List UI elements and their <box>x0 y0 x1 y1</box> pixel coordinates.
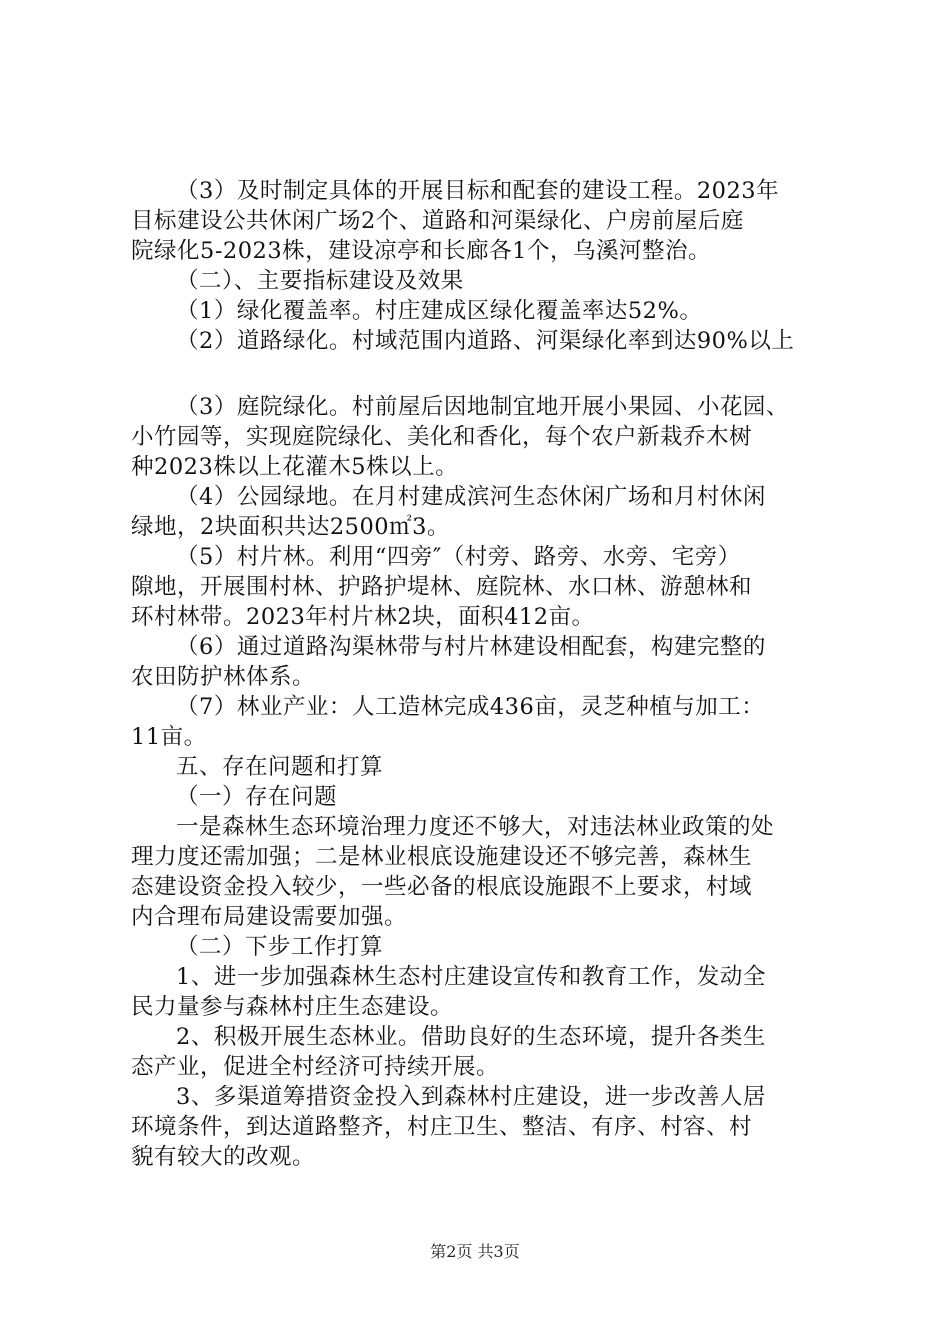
paragraph-line: （4）公园绿地。在月村建成滨河生态休闲广场和月村休闲 <box>176 484 766 510</box>
paragraph-line: （6）通过道路沟渠林带与村片林建设相配套，构建完整的 <box>176 634 766 660</box>
page-footer: 第2页 共3页 <box>430 1242 520 1261</box>
paragraph-line: 态产业，促进全村经济可持续开展。 <box>131 1054 500 1080</box>
paragraph-line: （2）道路绿化。村域范围内道路、河渠绿化率到达90%以上 <box>176 328 795 354</box>
paragraph-line: 貌有较大的改观。 <box>131 1144 316 1170</box>
paragraph-line: （1）绿化覆盖率。村庄建成区绿化覆盖率达52%。 <box>176 298 703 324</box>
paragraph-line: 小竹园等，实现庭院绿化、美化和香化，每个农户新栽乔木树 <box>131 424 753 450</box>
paragraph-line: 内合理布局建设需要加强。 <box>131 904 408 930</box>
paragraph-line: 环境条件，到达道路整齐，村庄卫生、整洁、有序、村容、村 <box>131 1114 753 1140</box>
paragraph-line: 11亩。 <box>131 724 207 750</box>
paragraph-line: 民力量参与森林村庄生态建设。 <box>131 994 454 1020</box>
section-heading: 五、存在问题和打算 <box>176 754 384 780</box>
paragraph-line: （3）庭院绿化。村前屋后因地制宜地开展小果园、小花园、 <box>176 394 789 420</box>
paragraph-line: 隙地，开展围村林、护路护堤林、庭院林、水口林、游憩林和 <box>131 574 753 600</box>
subsection-heading: （一）存在问题 <box>176 784 338 810</box>
blank-gap <box>131 356 831 392</box>
paragraph-line: 一是森林生态环境治理力度还不够大，对违法林业政策的处 <box>176 814 775 840</box>
paragraph-line: （5）村片林。利用“四旁″（村旁、路旁、水旁、宅旁） <box>176 544 741 570</box>
paragraph-line: 目标建设公共休闲广场2个、道路和河渠绿化、户房前屋后庭 <box>131 208 744 234</box>
paragraph-line: 2、积极开展生态林业。借助良好的生态环境，提升各类生 <box>176 1024 766 1050</box>
paragraph-line: （7）林业产业：人工造林完成436亩，灵芝种植与加工： <box>176 694 765 720</box>
paragraph-line: 农田防护林体系。 <box>131 664 316 690</box>
paragraph-line: 种2023株以上花灌木5株以上。 <box>131 454 459 480</box>
paragraph-line: 理力度还需加强；二是林业根底设施建设还不够完善，森林生 <box>131 844 753 870</box>
paragraph-line: 院绿化5-2023株，建设凉亭和长廊各1个，乌溪河整治。 <box>131 238 711 264</box>
paragraph-line: 1、进一步加强森林生态村庄建设宣传和教育工作，发动全 <box>176 964 766 990</box>
section-heading: （二）、主要指标建设及效果 <box>176 268 464 294</box>
paragraph-line: 绿地，2块面积共达2500㎡3。 <box>131 514 450 540</box>
paragraph-line: （3）及时制定具体的开展目标和配套的建设工程。2023年 <box>176 178 780 204</box>
paragraph-line: 3、多渠道筹措资金投入到森林村庄建设，进一步改善人居 <box>176 1084 766 1110</box>
paragraph-line: 环村林带。2023年村片林2块，面积412亩。 <box>131 604 595 630</box>
document-body <box>131 176 831 1172</box>
subsection-heading: （二）下步工作打算 <box>176 934 384 960</box>
paragraph-line: 态建设资金投入较少，一些必备的根底设施跟不上要求，村域 <box>131 874 753 900</box>
